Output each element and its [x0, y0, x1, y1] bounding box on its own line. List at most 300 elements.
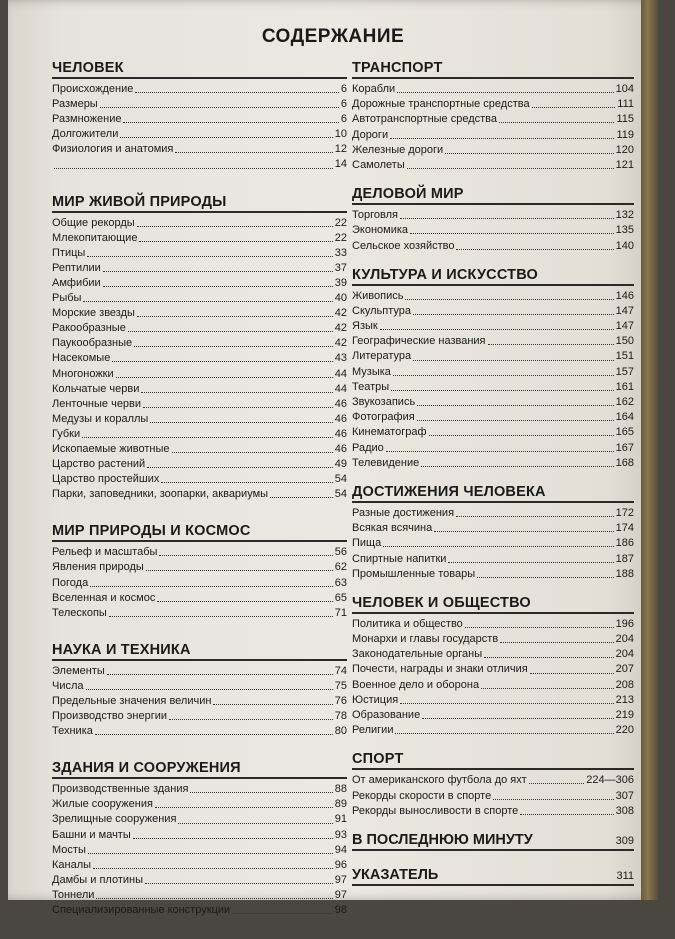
page-title: СОДЕРЖАНИЕ [261, 26, 405, 47]
entry-page-number: 204 [615, 633, 634, 646]
entry-page-number: 44 [334, 382, 347, 395]
dot-leader [413, 360, 613, 361]
dot-leader [500, 642, 613, 643]
entry-label: Жилые сооружения [52, 798, 153, 811]
toc-entry[interactable] [352, 128, 634, 143]
entry-page-number: 204 [615, 648, 634, 661]
dot-leader [146, 570, 333, 571]
toc-entry[interactable] [52, 246, 347, 261]
toc-entry[interactable] [352, 112, 634, 127]
entry-label: Многоножки [52, 367, 114, 380]
toc-entry[interactable] [52, 576, 347, 591]
dot-leader [477, 577, 614, 578]
entry-page-number: 33 [334, 246, 347, 259]
entry-label: Погода [52, 576, 89, 589]
entry-label: Производство энергии [52, 710, 168, 723]
toc-entry[interactable] [52, 797, 347, 812]
toc-entry[interactable] [352, 395, 634, 410]
toc-entry[interactable] [52, 472, 347, 487]
section-heading: МИР ПРИРОДЫ И КОСМОС [52, 523, 347, 542]
dot-leader [400, 703, 613, 704]
dot-leader [190, 792, 332, 793]
toc-entry[interactable] [52, 306, 347, 321]
entry-page-number: 46 [334, 397, 347, 410]
entry-page-number: 6 [340, 83, 347, 95]
toc-entry[interactable] [352, 365, 634, 380]
entry-label: Долгожители [52, 128, 119, 141]
entry-label: Театры [352, 380, 390, 393]
section-heading: ЗДАНИЯ И СООРУЖЕНИЯ [52, 760, 347, 779]
dot-leader [161, 482, 332, 483]
entry-page-number: 219 [615, 709, 634, 721]
toc-entry[interactable] [52, 487, 347, 502]
dot-leader [465, 627, 614, 628]
dot-leader [493, 799, 613, 800]
dot-leader [155, 807, 333, 808]
toc-entry[interactable] [52, 127, 347, 142]
toc-entry[interactable] [52, 782, 347, 797]
dot-leader [532, 107, 616, 108]
toc-entry[interactable] [52, 142, 347, 157]
toc-entry[interactable] [52, 261, 347, 276]
index-heading: УКАЗАТЕЛЬ [352, 866, 439, 883]
toc-entry[interactable] [52, 709, 347, 724]
dot-leader [410, 233, 614, 234]
last-minute-section[interactable] [352, 832, 634, 851]
entry-label: Общие рекорды [52, 216, 135, 229]
dot-leader [383, 546, 613, 547]
dot-leader [103, 286, 333, 287]
dot-leader [530, 673, 614, 674]
dot-leader [143, 407, 333, 408]
entry-label: Сельское хозяйство [352, 239, 455, 252]
entry-label: Радио [352, 441, 384, 454]
entry-page-number: 76 [334, 695, 347, 707]
toc-entry[interactable] [52, 427, 347, 442]
last-minute-heading: В ПОСЛЕДНЮЮ МИНУТУ [352, 831, 533, 848]
entry-page-number: 162 [615, 396, 634, 408]
section-heading: ТРАНСПОРТ [352, 60, 634, 79]
entry-label: Живопись [352, 289, 404, 302]
entry-page-number: 132 [615, 209, 634, 222]
toc-entry[interactable] [52, 843, 347, 858]
toc-entry[interactable] [352, 552, 634, 567]
toc-entry[interactable] [52, 560, 347, 575]
dot-leader [112, 361, 332, 362]
toc-entry[interactable] [52, 97, 347, 112]
entry-label: Физиология и анатомия [52, 143, 174, 156]
entry-page-number: 174 [615, 522, 634, 535]
entry-page-number: 97 [334, 888, 347, 901]
toc-entry[interactable] [352, 693, 634, 708]
toc-entry[interactable] [52, 231, 347, 246]
toc-entry[interactable] [352, 410, 634, 425]
toc-entry[interactable] [352, 662, 634, 677]
entry-page-number: 71 [334, 606, 347, 619]
dot-leader [137, 316, 333, 317]
entry-page-number: 307 [615, 789, 634, 802]
toc-entry[interactable] [52, 903, 347, 918]
entry-label: Ископаемые животные [52, 442, 170, 455]
toc-entry[interactable] [52, 397, 347, 412]
toc-entry[interactable] [352, 380, 634, 395]
dot-leader [386, 451, 614, 452]
toc-section [52, 642, 347, 739]
dot-leader [390, 138, 614, 139]
entry-page-number: 151 [615, 350, 634, 363]
entry-page-number: 42 [334, 307, 347, 320]
dot-leader [405, 299, 613, 300]
entry-page-number: 164 [615, 411, 634, 424]
entry-page-number: 157 [615, 365, 634, 378]
dot-leader [83, 301, 332, 302]
dot-leader [145, 883, 333, 884]
entry-label: Птицы [52, 246, 86, 259]
toc-entry[interactable] [352, 506, 634, 521]
toc-entry[interactable] [352, 804, 634, 819]
entry-label: Корабли [352, 83, 396, 95]
entry-page-number: 49 [334, 458, 347, 471]
toc-section [352, 60, 634, 173]
dot-leader [456, 249, 613, 250]
entry-label: Царство простейших [52, 473, 160, 486]
entry-label: Религии [352, 724, 394, 737]
entry-label: Самолеты [352, 158, 405, 171]
toc-section [52, 760, 347, 918]
toc-entry[interactable] [352, 789, 634, 804]
entry-page-number: 10 [334, 128, 347, 141]
entry-page-number: 63 [334, 576, 347, 589]
entry-label: Пища [352, 537, 382, 550]
entry-label: Почести, награды и знаки отличия [352, 663, 528, 676]
entry-label: Кинематограф [352, 426, 427, 439]
toc-section [352, 186, 634, 254]
entry-page-number: 104 [615, 83, 634, 95]
toc-entry[interactable] [352, 536, 634, 551]
entry-label: Рельеф и масштабы [52, 546, 158, 559]
toc-entry[interactable] [352, 319, 634, 334]
entry-label: Торговля [352, 209, 398, 222]
dot-leader [141, 392, 332, 393]
entry-page-number: 111 [617, 98, 634, 111]
entry-page-number: 65 [334, 591, 347, 604]
dot-leader [157, 601, 332, 602]
entry-page-number: 93 [334, 828, 347, 841]
toc-entry[interactable] [52, 291, 347, 306]
toc-entry[interactable] [52, 442, 347, 457]
entry-label: Всякая всячина [352, 522, 433, 535]
entry-label: Телескопы [52, 606, 107, 619]
section-heading: ЧЕЛОВЕК [52, 60, 347, 79]
entry-label: Числа [52, 679, 84, 692]
dot-leader [82, 437, 333, 438]
entry-label: Дамбы и плотины [52, 873, 144, 886]
entry-page-number: 121 [615, 158, 634, 171]
entry-label: Политика и общество [352, 617, 463, 630]
dot-leader [90, 586, 333, 587]
entry-page-number: 187 [615, 552, 634, 565]
dot-leader [93, 868, 333, 869]
entry-label: Техника [52, 725, 93, 738]
entry-page-number: 89 [334, 798, 347, 811]
toc-entry[interactable] [52, 664, 347, 679]
toc-section [352, 484, 634, 582]
toc-entry[interactable] [52, 276, 347, 291]
entry-label: Фотография [352, 411, 415, 424]
toc-entry[interactable] [352, 289, 634, 304]
dot-leader [175, 152, 332, 153]
toc-entry[interactable] [52, 112, 347, 127]
toc-entry[interactable] [352, 304, 634, 319]
index-page: 311 [616, 869, 634, 882]
entry-label: Каналы [52, 858, 92, 871]
entry-label: Военное дело и оборона [352, 678, 480, 691]
toc-entry[interactable] [52, 724, 347, 739]
entry-page-number: 42 [334, 322, 347, 335]
toc-entry[interactable] [352, 143, 634, 158]
entry-label: Размеры [52, 98, 98, 111]
dot-leader [135, 92, 338, 93]
toc-entry[interactable] [52, 367, 347, 382]
dot-leader [481, 688, 614, 689]
entry-page-number: 220 [615, 724, 634, 737]
entry-label: Рептилии [52, 261, 101, 274]
entry-page-number: 161 [615, 380, 634, 393]
entry-page-number: 78 [334, 710, 347, 723]
entry-label: Язык [352, 320, 378, 333]
entry-label: Размножение [52, 113, 122, 126]
dot-leader [448, 562, 613, 563]
toc-entry[interactable] [352, 617, 634, 632]
entry-page-number: 88 [334, 783, 347, 796]
toc-entry[interactable] [52, 216, 347, 231]
entry-label: Юстиция [352, 693, 399, 706]
dot-leader [417, 420, 614, 421]
entry-label: Элементы [52, 664, 105, 677]
entry-page-number: 54 [334, 473, 347, 486]
toc-entry[interactable] [52, 679, 347, 694]
toc-section [352, 595, 634, 739]
index-section[interactable] [352, 867, 634, 886]
entry-label: Губки [52, 427, 81, 440]
entry-label: Вселенная и космос [52, 591, 156, 604]
toc-entry[interactable] [352, 82, 634, 97]
entry-label: Экономика [352, 224, 409, 237]
toc-entry[interactable] [52, 351, 347, 366]
entry-page-number: 56 [334, 546, 347, 559]
toc-entry[interactable] [352, 334, 634, 349]
toc-entry[interactable] [352, 708, 634, 723]
dot-leader [139, 241, 332, 242]
section-heading: НАУКА И ТЕХНИКА [52, 642, 347, 661]
entry-page-number: 14 [334, 158, 347, 171]
dot-leader [100, 107, 339, 108]
dot-leader [397, 92, 614, 93]
dot-leader [422, 718, 613, 719]
entry-page-number: 147 [615, 304, 634, 317]
dot-leader [413, 314, 614, 315]
dot-leader [499, 122, 614, 123]
entry-label: Паукообразные [52, 337, 133, 350]
dot-leader [178, 823, 332, 824]
toc-entry[interactable] [352, 723, 634, 738]
entry-page-number: 22 [334, 216, 347, 229]
entry-label: Медузы и кораллы [52, 412, 149, 425]
dot-leader [445, 153, 613, 154]
entry-page-number: 213 [615, 693, 634, 706]
last-minute-page: 309 [615, 834, 634, 847]
toc-entry[interactable] [52, 336, 347, 351]
dot-leader [87, 256, 332, 257]
dot-leader [159, 555, 332, 556]
toc-entry[interactable] [352, 349, 634, 364]
entry-label: Телевидение [352, 456, 420, 469]
entry-page-number: 167 [615, 441, 634, 454]
dot-leader [107, 674, 333, 675]
toc-entry[interactable] [52, 591, 347, 606]
entry-page-number: 98 [334, 904, 347, 917]
toc-entry[interactable] [352, 208, 634, 223]
entry-label: Явления природы [52, 561, 144, 574]
dot-leader [95, 734, 333, 735]
dot-leader [54, 168, 333, 169]
dot-leader [417, 405, 613, 406]
entry-page-number: 119 [616, 128, 634, 141]
toc-entry[interactable] [52, 828, 347, 843]
toc-entry[interactable] [52, 873, 347, 888]
toc-entry[interactable] [352, 521, 634, 536]
toc-entry[interactable] [52, 812, 347, 827]
toc-entry[interactable] [52, 694, 347, 709]
dot-leader [120, 137, 332, 138]
entry-label: Производственные здания [52, 783, 189, 796]
entry-page-number: 94 [334, 843, 347, 856]
toc-entry[interactable] [52, 457, 347, 472]
entry-page-number: 120 [615, 143, 634, 156]
toc-entry[interactable] [352, 441, 634, 456]
dot-leader [529, 783, 585, 784]
entry-label: Амфибии [52, 276, 101, 289]
toc-entry[interactable] [352, 567, 634, 582]
entry-page-number: 150 [615, 335, 634, 348]
entry-page-number: 44 [334, 367, 347, 380]
dot-leader [407, 168, 614, 169]
dot-leader [213, 704, 332, 705]
entry-page-number: 91 [334, 813, 347, 826]
toc-entry[interactable] [352, 456, 634, 471]
entry-label: Специализированные конструкции [52, 904, 231, 917]
entry-page-number: 308 [615, 804, 634, 817]
entry-label: Промышленные товары [352, 567, 476, 580]
entry-page-number: 6 [340, 113, 347, 126]
entry-label: Разные достижения [352, 506, 455, 519]
entry-label: Парки, заповедники, зоопарки, аквариумы [52, 488, 269, 501]
section-heading: ДЕЛОВОЙ МИР [352, 186, 634, 205]
entry-label: Литература [352, 350, 412, 363]
dot-leader [400, 218, 614, 219]
toc-entry[interactable] [352, 632, 634, 647]
entry-page-number: 22 [334, 231, 347, 244]
entry-page-number: 146 [615, 289, 634, 302]
toc-entry[interactable] [52, 606, 347, 621]
toc-entry[interactable] [52, 412, 347, 427]
entry-label: Рыбы [52, 292, 82, 305]
entry-page-number: 39 [334, 276, 347, 289]
toc-entry[interactable] [352, 773, 634, 788]
toc-entry[interactable] [352, 678, 634, 693]
entry-label: Млекопитающие [52, 231, 138, 244]
toc-entry[interactable] [52, 888, 347, 903]
entry-page-number: 40 [334, 292, 347, 305]
entry-page-number: 224—306 [586, 774, 634, 787]
entry-label: Предельные значения величин [52, 695, 212, 707]
entry-page-number: 46 [334, 427, 347, 440]
entry-label: Звукозапись [352, 396, 416, 408]
entry-label: Монархи и главы государств [352, 633, 499, 646]
section-heading: ЧЕЛОВЕК И ОБЩЕСТВО [352, 595, 634, 614]
toc-entry[interactable] [52, 382, 347, 397]
dot-leader [456, 516, 614, 517]
toc-entry[interactable] [52, 157, 347, 172]
dot-leader [520, 814, 613, 815]
dot-leader [88, 853, 333, 854]
toc-section [52, 523, 347, 620]
entry-label: Башни и мачты [52, 828, 131, 841]
entry-page-number: 42 [334, 337, 347, 350]
entry-label: Тоннели [52, 888, 95, 901]
right-column [352, 60, 634, 902]
toc-entry[interactable] [352, 425, 634, 440]
entry-page-number: 75 [334, 679, 347, 692]
dot-leader [421, 466, 613, 467]
section-heading: МИР ЖИВОЙ ПРИРОДЫ [52, 194, 347, 213]
entry-label: Кольчатые черви [52, 382, 140, 395]
toc-section [352, 267, 634, 471]
right-sections [352, 60, 634, 819]
dot-leader [123, 122, 338, 123]
toc-entry[interactable] [352, 97, 634, 112]
toc-entry[interactable] [52, 82, 347, 97]
toc-entry[interactable] [352, 239, 634, 254]
entry-page-number: 208 [615, 678, 634, 691]
toc-entry[interactable] [352, 223, 634, 238]
toc-entry[interactable] [352, 158, 634, 173]
dot-leader [270, 497, 333, 498]
dot-leader [137, 226, 333, 227]
entry-label: Мосты [52, 843, 86, 856]
section-heading: ДОСТИЖЕНИЯ ЧЕЛОВЕКА [352, 484, 634, 503]
entry-page-number: 74 [334, 664, 347, 677]
entry-label: Дороги [352, 128, 389, 141]
entry-page-number: 186 [615, 537, 634, 550]
entry-label: Автотранспортные средства [352, 113, 498, 126]
toc-entry[interactable] [52, 321, 347, 336]
entry-label: Насекомые [52, 352, 111, 365]
dot-leader [86, 689, 333, 690]
entry-page-number: 46 [334, 442, 347, 455]
dot-leader [172, 452, 333, 453]
entry-label: Дорожные транспортные средства [352, 98, 530, 111]
entry-label: Спиртные напитки [352, 552, 447, 565]
entry-label: Морские звезды [52, 307, 135, 320]
entry-page-number: 188 [615, 567, 634, 580]
toc-entry[interactable] [52, 858, 347, 873]
toc-entry[interactable] [352, 647, 634, 662]
toc-entry[interactable] [52, 545, 347, 560]
entry-page-number: 43 [334, 352, 347, 365]
entry-page-number: 80 [334, 725, 347, 738]
dot-leader [103, 271, 333, 272]
